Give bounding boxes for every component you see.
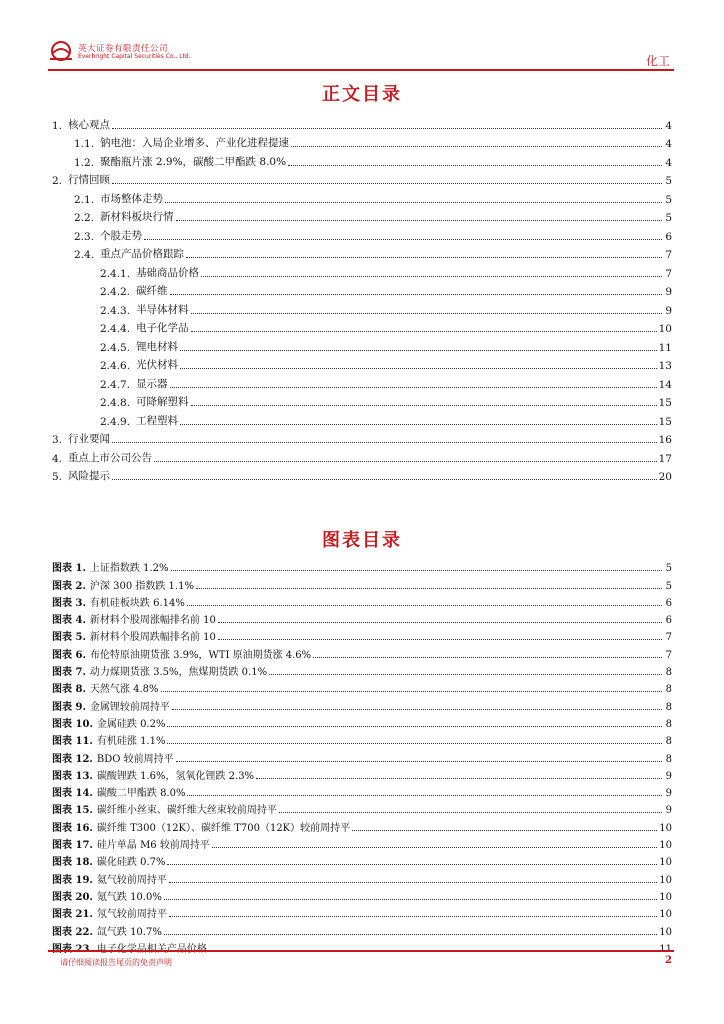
toc-heading: 工程塑料	[136, 414, 179, 427]
figure-caption: 氖气较前周持平	[96, 909, 167, 921]
page-ref: 7	[665, 267, 672, 280]
toc-number: 4.	[52, 452, 63, 465]
page-ref: 8	[665, 718, 672, 730]
figure-caption: 硅片单晶 M6 较前周持平	[96, 840, 210, 852]
page-ref: 10	[659, 909, 672, 921]
toc-heading: 行业要闻	[68, 433, 111, 445]
figure-entry[interactable]	[52, 661, 672, 678]
page-ref: 15	[658, 415, 672, 428]
toc-heading: 电子化学品	[136, 322, 189, 334]
dot-leader	[176, 220, 662, 221]
page-ref: 5	[665, 563, 672, 575]
toc-entry[interactable]	[52, 187, 672, 206]
dot-leader	[112, 479, 657, 480]
figure-caption: 碳纤维小丝束、碳纤维大丝束较前周持平	[96, 805, 277, 817]
figure-number: 图表 15.	[52, 805, 93, 817]
dot-leader	[269, 674, 662, 675]
figure-caption: 氙气跌 10.7%	[96, 926, 162, 938]
page-ref: 8	[665, 701, 672, 713]
toc-entry[interactable]	[52, 169, 672, 188]
page-ref: 6	[665, 230, 672, 243]
toc-number: 2.4.6.	[100, 360, 131, 372]
dot-leader	[164, 934, 657, 935]
toc-entry[interactable]	[52, 243, 672, 262]
page-ref: 10	[658, 323, 672, 335]
dot-leader	[196, 588, 662, 589]
page-ref: 11	[658, 341, 672, 354]
toc-heading: 行情回顾	[68, 174, 111, 186]
toc-heading: 锂电材料	[136, 340, 179, 353]
figure-caption: 金属锂较前周持平	[89, 701, 170, 713]
dot-leader	[279, 812, 662, 813]
page-ref: 5	[665, 580, 672, 592]
dot-leader	[191, 313, 662, 314]
dot-leader	[167, 743, 662, 744]
figure-number: 图表 21.	[52, 909, 93, 921]
figure-number: 图表 11.	[52, 736, 93, 748]
page-ref: 10	[659, 840, 672, 852]
toc-number: 2.4.5.	[100, 341, 131, 354]
dot-leader	[212, 847, 657, 848]
figure-entry[interactable]	[52, 938, 672, 955]
figure-caption: 上证指数跌 1.2%	[89, 563, 169, 575]
toc-number: 2.4.8.	[100, 397, 131, 409]
page-ref: 9	[665, 286, 672, 298]
figure-caption	[97, 940, 207, 955]
toc-heading: 显示器	[136, 377, 168, 390]
toc-entry[interactable]	[52, 446, 672, 465]
toc-heading: 重点产品价格跟踪	[100, 248, 185, 260]
toc-heading: 可降解塑料	[136, 396, 189, 408]
page-ref: 20	[658, 471, 672, 483]
figures-title: 图表目录	[322, 530, 402, 551]
page-ref: 8	[665, 667, 672, 679]
figure-list	[52, 557, 672, 955]
figure-caption: 有机硅涨 1.1%	[96, 736, 166, 748]
footer-divider	[48, 950, 674, 952]
dot-leader	[187, 795, 662, 796]
toc-heading: 基础商品价格	[136, 266, 200, 279]
toc-entry[interactable]	[52, 150, 672, 169]
figure-number: 图表 4.	[52, 615, 86, 627]
page-header	[48, 38, 674, 68]
dot-leader	[352, 830, 657, 831]
company-name-cn: 英大证券有限责任公司	[78, 44, 169, 54]
toc-number: 2.3.	[74, 230, 95, 243]
toc-entry[interactable]	[52, 261, 672, 280]
page-ref: 17	[658, 452, 672, 465]
toc-entry[interactable]	[52, 465, 672, 484]
page-ref: 14	[658, 378, 672, 391]
toc-heading: 核心观点	[68, 118, 111, 131]
dot-leader	[112, 128, 662, 129]
figure-entry[interactable]	[52, 592, 672, 609]
figure-number: 图表 20.	[52, 891, 93, 903]
dot-leader	[256, 778, 662, 779]
figure-number: 图表 9.	[52, 701, 86, 713]
toc-entry[interactable]	[52, 206, 672, 225]
page-ref: 5	[665, 212, 672, 224]
dot-leader	[112, 183, 662, 184]
toc-number: 2.4.3.	[100, 304, 131, 317]
page-ref: 4	[665, 119, 672, 132]
figure-number: 图表 5.	[52, 632, 86, 644]
page-ref: 6	[665, 615, 672, 627]
figure-number: 图表 22.	[52, 926, 93, 938]
toc-heading: 风险提示	[68, 470, 111, 482]
page-ref: 10	[659, 891, 672, 903]
page-ref: 8	[665, 753, 672, 765]
figure-entry[interactable]	[52, 903, 672, 920]
figure-entry[interactable]	[52, 782, 672, 799]
toc-number: 2.1.	[74, 193, 95, 206]
toc-number: 3.	[52, 434, 63, 446]
page-ref: 7	[665, 649, 672, 661]
dot-leader	[218, 622, 662, 623]
toc-number: 2.2.	[74, 212, 95, 224]
toc-number: 2.4.7.	[100, 378, 131, 391]
figure-caption: 有机硅板块跌 6.14%	[89, 597, 185, 609]
toc-number: 1.1.	[74, 138, 95, 150]
figure-number: 图表 7.	[52, 667, 86, 679]
page-number: 2	[665, 955, 672, 966]
dot-leader	[167, 864, 657, 865]
dot-leader	[218, 639, 662, 640]
toc-heading: 光伏材料	[136, 359, 179, 371]
page-ref: 15	[658, 397, 672, 409]
page-ref: 5	[665, 175, 672, 187]
figure-caption: 沪深 300 指数跌 1.1%	[89, 580, 194, 592]
figure-entry[interactable]	[52, 713, 672, 730]
page-ref: 9	[665, 788, 672, 800]
dot-leader	[169, 882, 657, 883]
figure-entry[interactable]	[52, 834, 672, 851]
figure-entry[interactable]	[52, 678, 672, 695]
toc-heading: 碳纤维	[136, 285, 168, 297]
figure-caption: 动力煤期货涨 3.5%，焦煤期货跌 0.1%	[89, 667, 268, 679]
toc-entry[interactable]	[52, 317, 672, 336]
toc-entry[interactable]	[52, 298, 672, 317]
figure-entry[interactable]	[52, 695, 672, 712]
figure-entry[interactable]	[52, 643, 672, 660]
toc-number: 5.	[52, 471, 63, 483]
figure-caption: 碳酸二甲酯跌 8.0%	[96, 788, 186, 800]
page-ref: 8	[665, 736, 672, 748]
dot-leader	[167, 726, 662, 727]
dot-leader	[180, 368, 657, 369]
figure-number	[52, 940, 93, 955]
dot-leader	[187, 605, 662, 606]
figure-entry[interactable]	[52, 851, 672, 868]
footer-disclaimer: 请仔细阅读报告尾页的免责声明	[60, 958, 172, 967]
figure-number: 图表 13.	[52, 770, 93, 782]
page-ref: 9	[665, 805, 672, 817]
figure-caption: 碳酸锂跌 1.6%，氢氧化锂跌 2.3%	[96, 770, 255, 782]
figure-caption: 氪气跌 10.0%	[96, 891, 162, 903]
dot-leader	[112, 442, 657, 443]
dot-leader	[313, 657, 662, 658]
figure-entry[interactable]	[52, 730, 672, 747]
figure-entry[interactable]	[52, 626, 672, 643]
toc-entry[interactable]	[52, 354, 672, 373]
dot-leader	[161, 691, 662, 692]
company-name-en: Everbright Capital Securities Co., Ltd.	[78, 53, 191, 60]
figure-caption: 金属硅跌 0.2%	[96, 718, 166, 730]
dot-leader	[180, 350, 657, 351]
page-ref: 9	[665, 304, 672, 317]
dot-leader	[154, 461, 657, 462]
toc-number: 2.4.	[74, 249, 95, 261]
dot-leader	[291, 146, 662, 147]
figure-entry[interactable]	[52, 609, 672, 626]
figure-number: 图表 1.	[52, 563, 86, 575]
dot-leader	[191, 331, 657, 332]
dot-leader	[288, 165, 662, 166]
toc-entry[interactable]	[52, 409, 672, 428]
figure-entry[interactable]	[52, 868, 672, 885]
figure-number: 图表 12.	[52, 753, 93, 765]
figure-entry[interactable]	[52, 747, 672, 764]
figure-entry[interactable]	[52, 765, 672, 782]
page-ref: 4	[665, 156, 672, 169]
figure-entry[interactable]	[52, 920, 672, 937]
page-ref: 8	[665, 684, 672, 696]
toc-number: 1.	[52, 119, 63, 132]
dot-leader	[171, 570, 662, 571]
page-ref: 9	[665, 770, 672, 782]
page-ref: 5	[665, 193, 672, 206]
header-divider	[48, 69, 674, 71]
toc-number: 2.	[52, 175, 63, 187]
toc-number: 1.2.	[74, 156, 95, 169]
figure-entry[interactable]	[52, 799, 672, 816]
figure-entry[interactable]	[52, 557, 672, 574]
toc-entry[interactable]	[52, 224, 672, 243]
toc-number: 2.4.9.	[100, 415, 131, 428]
toc-entry[interactable]	[52, 335, 672, 354]
figure-number: 图表 19.	[52, 874, 93, 886]
dot-leader	[180, 424, 657, 425]
page-ref: 16	[658, 434, 672, 446]
page-ref: 10	[659, 926, 672, 938]
figure-caption: 碳化硅跌 0.7%	[96, 857, 166, 869]
figure-number: 图表 14.	[52, 788, 93, 800]
dot-leader	[186, 257, 662, 258]
figure-number: 图表 3.	[52, 597, 86, 609]
page-ref: 10	[659, 857, 672, 869]
company-logo-icon	[48, 40, 74, 62]
figure-caption: 布伦特原油期货涨 3.9%，WTI 原油期货涨 4.6%	[89, 649, 312, 661]
dot-leader	[191, 405, 657, 406]
toc-entry[interactable]	[52, 113, 672, 132]
dot-leader	[144, 239, 662, 240]
toc-heading: 个股走势	[100, 229, 143, 242]
dot-leader	[165, 202, 662, 203]
toc-title: 正文目录	[322, 84, 402, 105]
dot-leader	[170, 294, 662, 295]
figure-caption: 天然气涨 4.8%	[89, 684, 159, 696]
figure-number: 图表 18.	[52, 857, 93, 869]
page-ref: 10	[659, 822, 672, 834]
dot-leader	[172, 709, 662, 710]
figure-number: 图表 6.	[52, 649, 86, 661]
figure-entry[interactable]	[52, 574, 672, 591]
dot-leader	[201, 276, 662, 277]
toc-entry[interactable]	[52, 280, 672, 299]
toc-heading: 钠电池：入局企业增多、产业化进程提速	[100, 137, 290, 149]
page-ref: 13	[658, 360, 672, 372]
figure-caption: BDO 较前周持平	[96, 753, 174, 765]
toc-number: 2.4.4.	[100, 323, 131, 335]
toc-entry[interactable]	[52, 428, 672, 447]
table-of-contents	[52, 113, 672, 483]
page-ref: 7	[665, 632, 672, 644]
toc-heading: 重点上市公司公告	[68, 451, 153, 464]
dot-leader	[169, 916, 657, 917]
figure-number: 图表 17.	[52, 840, 93, 852]
figure-entry[interactable]	[52, 886, 672, 903]
toc-heading: 聚酯瓶片涨 2.9%，碳酸二甲酯跌 8.0%	[100, 155, 287, 168]
dot-leader	[176, 761, 662, 762]
page-ref: 7	[665, 249, 672, 261]
toc-entry[interactable]	[52, 132, 672, 151]
page-ref: 4	[665, 138, 672, 150]
toc-number: 2.4.1.	[100, 267, 131, 280]
toc-entry[interactable]	[52, 372, 672, 391]
figure-caption: 碳纤维 T300（12K）、碳纤维 T700（12K）较前周持平	[96, 822, 351, 834]
figure-caption: 新材料个股周涨幅排名前 10	[89, 615, 216, 627]
figure-number: 图表 8.	[52, 684, 86, 696]
dot-leader	[164, 899, 657, 900]
toc-heading: 半导体材料	[136, 303, 189, 316]
figure-number: 图表 2.	[52, 580, 86, 592]
industry-label: 化工	[645, 54, 670, 68]
figure-number: 图表 10.	[52, 718, 93, 730]
toc-heading: 市场整体走势	[100, 192, 164, 205]
figure-number: 图表 16.	[52, 822, 93, 834]
figure-caption: 新材料个股周跌幅排名前 10	[89, 632, 216, 644]
page-ref: 6	[665, 597, 672, 609]
toc-entry[interactable]	[52, 391, 672, 410]
toc-number: 2.4.2.	[100, 286, 131, 298]
figure-entry[interactable]	[52, 816, 672, 833]
figure-caption: 氦气较前周持平	[96, 874, 167, 886]
page-ref: 10	[659, 874, 672, 886]
dot-leader	[170, 387, 657, 388]
toc-heading: 新材料板块行情	[100, 211, 174, 223]
